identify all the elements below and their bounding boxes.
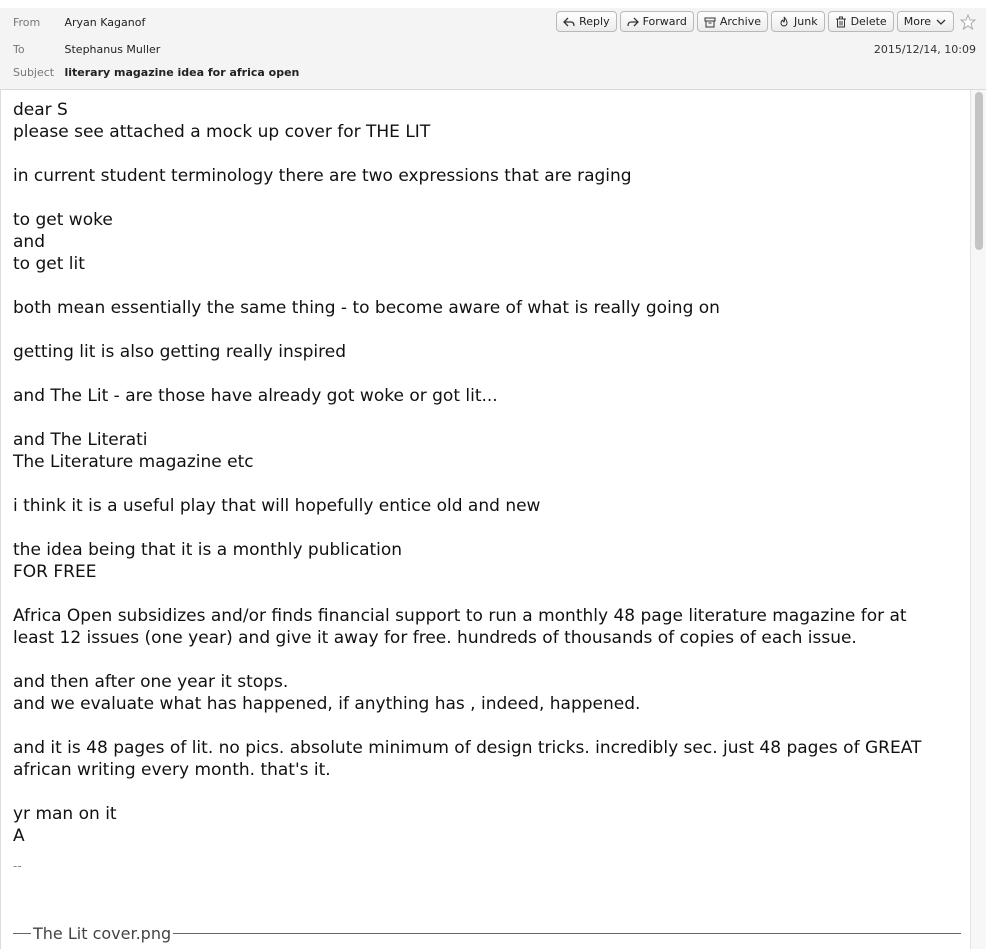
- delete-button[interactable]: [828, 11, 894, 32]
- blank-line: [13, 473, 963, 495]
- subject-value: literary magazine idea for africa open: [64, 66, 300, 79]
- archive-label: Archive: [719, 15, 761, 28]
- blank-line: [13, 143, 963, 165]
- message-toolbar: [556, 11, 979, 32]
- body-line: both mean essentially the same thing - to become aware of what is really going on: [13, 298, 720, 318]
- attachment-rule-right: [173, 933, 961, 934]
- blank-line: [13, 517, 963, 539]
- body-line: to get lit: [13, 254, 85, 274]
- message-body: [0, 90, 970, 949]
- to-row: [13, 43, 160, 56]
- blank-line: [13, 407, 963, 429]
- archive-button[interactable]: [697, 11, 768, 32]
- from-row: [13, 16, 145, 29]
- body-line: please see attached a mock up cover for THE LIT: [13, 122, 431, 142]
- from-value[interactable]: Aryan Kaganof: [64, 16, 146, 29]
- body-line: and we evaluate what has happened, if anything has , indeed, happened.: [13, 694, 641, 714]
- body-line: and: [13, 232, 45, 252]
- chevron-down-icon: [935, 16, 947, 28]
- more-label: More: [903, 15, 931, 28]
- body-line: dear S: [13, 100, 68, 120]
- junk-label: Junk: [794, 15, 818, 28]
- message-date: 2015/12/14, 10:09: [873, 43, 976, 56]
- message-header: [0, 8, 986, 90]
- reply-label: Reply: [579, 15, 610, 28]
- subject-label: Subject: [13, 66, 55, 79]
- forward-label: Forward: [642, 15, 687, 28]
- body-line: A: [13, 826, 25, 846]
- scrollbar-thumb[interactable]: [975, 92, 983, 250]
- archive-icon: [704, 16, 716, 28]
- more-button[interactable]: [897, 11, 954, 32]
- body-line: and The Literati: [13, 430, 148, 450]
- blank-line: [13, 781, 963, 803]
- attachment-name[interactable]: The Lit cover.png: [33, 923, 172, 943]
- from-label: From: [13, 16, 41, 29]
- to-value[interactable]: Stephanus Muller: [64, 43, 161, 56]
- blank-line: [13, 187, 963, 209]
- body-line: to get woke: [13, 210, 113, 230]
- body-line: and it is 48 pages of lit. no pics. absolute minimum of design tricks. incredibly sec. just 48 pages of GREAT: [13, 738, 922, 758]
- body-line: and then after one year it stops.: [13, 672, 289, 692]
- delete-label: Delete: [850, 15, 887, 28]
- body-line: getting lit is also getting really inspired: [13, 342, 346, 362]
- star-button[interactable]: [957, 11, 979, 32]
- body-line: african writing every month. that's it.: [13, 760, 331, 780]
- blank-line: [13, 275, 963, 297]
- body-line: and The Lit - are those have already got woke or got lit...: [13, 386, 498, 406]
- attachment-header[interactable]: [13, 922, 961, 944]
- body-line: The Literature magazine etc: [13, 452, 254, 472]
- star-icon: [960, 14, 976, 30]
- blank-line: [13, 319, 963, 341]
- blank-line: [13, 363, 963, 385]
- reply-icon: [563, 16, 575, 28]
- vertical-scrollbar[interactable]: [970, 90, 986, 949]
- blank-line: [13, 649, 963, 671]
- attachment-rule-left: [13, 933, 31, 934]
- reply-button[interactable]: [556, 11, 616, 32]
- junk-flame-icon: [778, 16, 790, 28]
- body-line: i think it is a useful play that will hopefully entice old and new: [13, 496, 541, 516]
- blank-line: [13, 583, 963, 605]
- blank-line: [13, 715, 963, 737]
- body-line: the idea being that it is a monthly publication: [13, 540, 403, 560]
- subject-row: [13, 66, 299, 79]
- forward-button[interactable]: [620, 11, 694, 32]
- body-line: Africa Open subsidizes and/or finds financial support to run a monthly 48 page literature magazine for at: [13, 606, 907, 626]
- junk-button[interactable]: [771, 11, 825, 32]
- message-text: [13, 99, 963, 847]
- body-line: in current student terminology there are two expressions that are raging: [13, 166, 632, 186]
- signature-separator: --: [13, 859, 22, 873]
- to-label: To: [13, 43, 25, 56]
- trash-icon: [835, 16, 847, 28]
- body-line: least 12 issues (one year) and give it away for free. hundreds of thousands of copies of each issue.: [13, 628, 857, 648]
- body-line: FOR FREE: [13, 562, 97, 582]
- forward-icon: [627, 16, 639, 28]
- body-line: yr man on it: [13, 804, 117, 824]
